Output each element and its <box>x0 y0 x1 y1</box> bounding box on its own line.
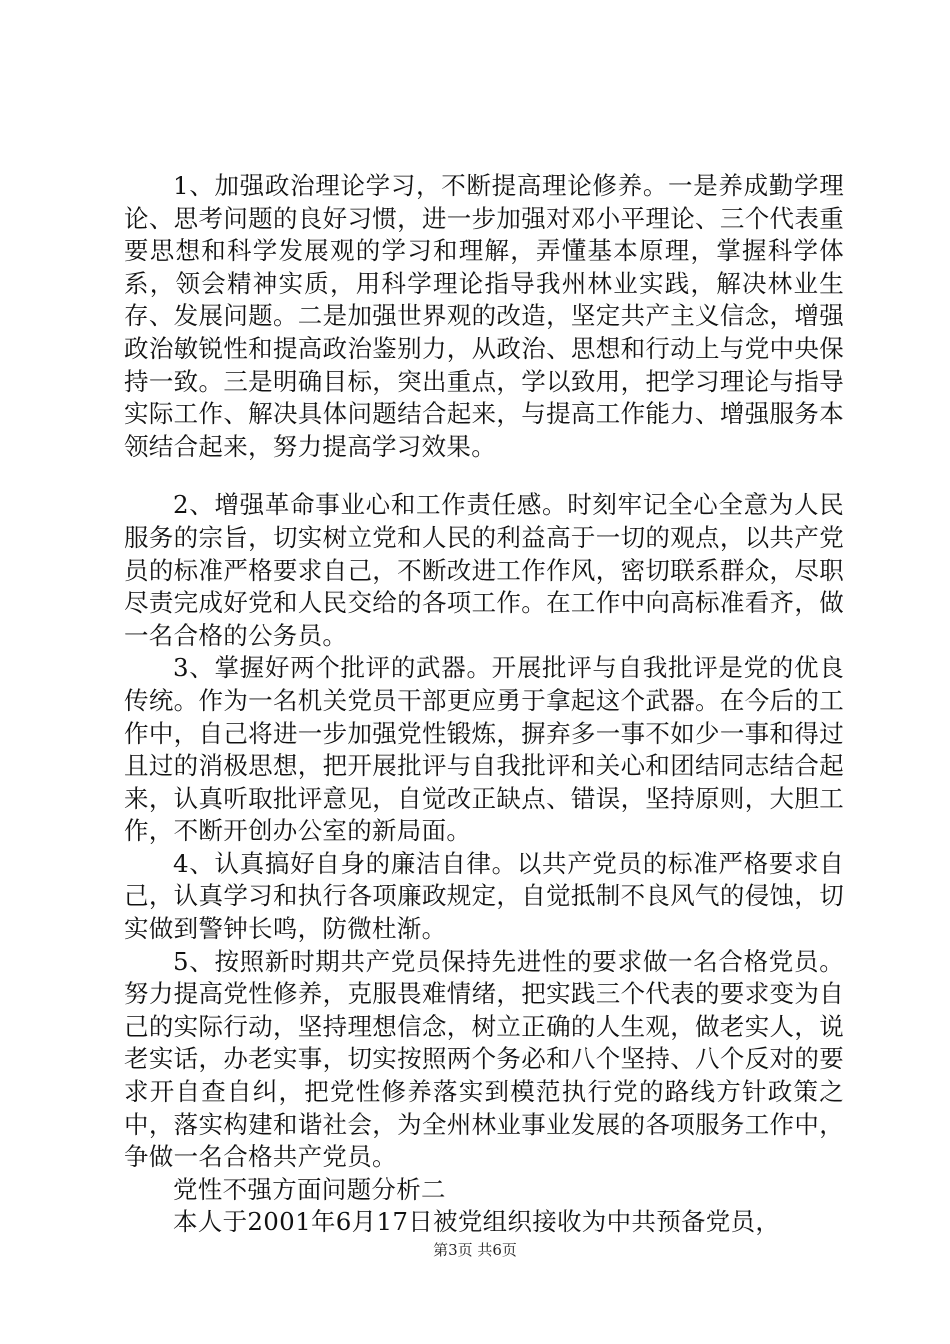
paragraph-3: 3、掌握好两个批评的武器。开展批评与自我批评是党的优良传统。作为一名机关党员干部更应勇于拿起这个武器。在今后的工作中，自己将进一步加强党性锻炼，摒弃多一事不如少一事和得过且过的消极思想，把开展批评与自我批评和关心和团结同志结合起来，认真听取批评意见，自觉改正缺点、错误，坚持原则，大胆工作，不断开创办公室的新局面。 <box>124 653 844 846</box>
document-body <box>124 170 844 1239</box>
paragraph-2: 2、增强革命事业心和工作责任感。时刻牢记全心全意为人民服务的宗旨，切实树立党和人民的利益高于一切的观点，以共产党员的标准严格要求自己，不断改进工作作风，密切联系群众，尽职尽责完成好党和人民交给的各项工作。在工作中向高标准看齐，做一名合格的公务员。 <box>124 490 844 650</box>
paragraph-4: 4、认真搞好自身的廉洁自律。以共产党员的标准严格要求自己，认真学习和执行各项廉政规定，自觉抵制不良风气的侵蚀，切实做到警钟长鸣，防微杜渐。 <box>124 848 844 944</box>
paragraph-1: 1、加强政治理论学习，不断提高理论修养。一是养成勤学理论、思考问题的良好习惯，进一步加强对邓小平理论、三个代表重要思想和科学发展观的学习和理解，弄懂基本原理，掌握科学体系，领会精神实质，用科学理论指导我州林业实践，解决林业生存、发展问题。二是加强世界观的改造，坚定共产主义信念，增强政治敏锐性和提高政治鉴别力，从政治、思想和行动上与党中央保持一致。三是明确目标，突出重点，学以致用，把学习理论与指导实际工作、解决具体问题结合起来，与提高工作能力、增强服务本领结合起来，努力提高学习效果。 <box>124 171 844 461</box>
paragraph-6: 本人于2001年6月17日被党组织接收为中共预备党员， <box>173 1207 781 1237</box>
section-heading: 党性不强方面问题分析二 <box>173 1174 446 1204</box>
paragraph-spacer <box>124 463 844 489</box>
paragraph-5: 5、按照新时期共产党员保持先进性的要求做一名合格党员。努力提高党性修养，克服畏难情绪，把实践三个代表的要求变为自己的实际行动，坚持理想信念，树立正确的人生观，做老实人，说老实话，办老实事，切实按照两个务必和八个坚持、八个反对的要求开自查自纠，把党性修养落实到模范执行党的路线方针政策之中，落实构建和谐社会，为全州林业事业发展的各项服务工作中，争做一名合格共产党员。 <box>124 946 844 1172</box>
page-number-footer: 第3页 共6页 <box>433 1241 517 1259</box>
